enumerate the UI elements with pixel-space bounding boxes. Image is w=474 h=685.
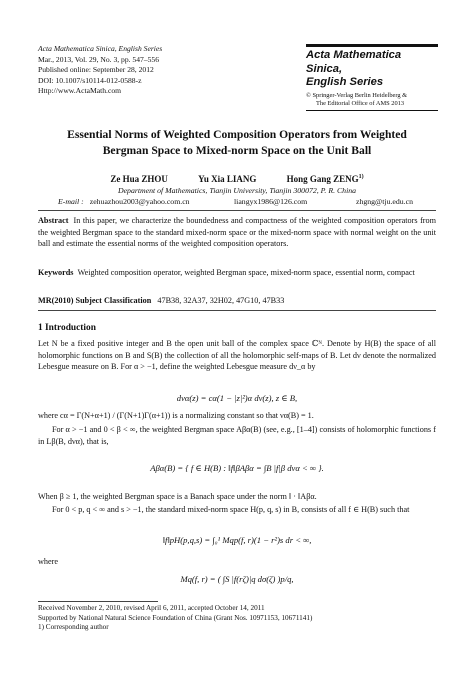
footnotes — [38, 604, 436, 633]
title-line2: Bergman Space to Mixed-norm Space on the Unit Ball — [102, 144, 372, 157]
corresponding-author-note: 1) Corresponding author — [38, 623, 109, 632]
volume-info: Mar., 2013, Vol. 29, No. 3, pp. 547–556 — [38, 54, 160, 64]
affiliation: Department of Mathematics, Tianjin University, Tianjin 300072, P. R. China — [117, 186, 357, 195]
paper-title — [38, 127, 436, 159]
received-dates: Received November 2, 2010, revised April 6, 2011, accepted October 14, 2011 — [38, 604, 265, 612]
publisher-line2: The Editorial Office of AMS 2013 — [316, 99, 405, 107]
author-liang: Yu Xia LIANG — [198, 174, 257, 184]
title-line1: Essential Norms of Weighted Composition Operators from Weighted — [67, 128, 407, 141]
email-zhou: zehuazhou2003@yahoo.com.cn — [89, 197, 190, 206]
equation-mean: Mq(f, r) = ( ∫S |f(rζ)|q dσ(ζ) )p/q, — [180, 574, 294, 584]
journal-box-title-line1: Acta Mathematica Sinica, — [306, 49, 402, 75]
email-line — [38, 197, 436, 206]
keywords-text: Weighted composition operator, weighted Bergman space, mixed-norm space, essential norm, compact — [77, 268, 415, 277]
abstract-top-rule — [38, 210, 436, 211]
msc-codes: 47B38, 32A37, 32H02, 47G10, 47B33 — [157, 296, 285, 305]
abstract-label: Abstract — [38, 216, 69, 225]
footnote-rule — [38, 601, 158, 602]
corresponding-mark: 1) — [358, 174, 364, 180]
email-liang: liangyx1986@126.com — [234, 197, 308, 206]
section-heading-introduction: 1 Introduction — [38, 323, 96, 333]
author-zhou: Ze Hua ZHOU — [110, 174, 168, 184]
where-text: where — [38, 557, 59, 566]
intro-paragraph-2: where cα = Γ(N+α+1) / (Γ(N+1)Γ(α+1)) is a normalizing constant so that να(B) = 1. — [38, 411, 314, 420]
box-bottom-rule — [306, 110, 438, 111]
authors — [38, 174, 436, 184]
website: Http://www.ActaMath.com — [38, 86, 122, 95]
keywords-label: Keywords — [38, 268, 74, 277]
journal-box-title — [306, 49, 438, 90]
published-date: Published online: September 28, 2012 — [38, 65, 154, 74]
abstract — [38, 215, 436, 250]
funding-note: Supported by National Natural Science Foundation of China (Grant Nos. 10971153, 10671141) — [38, 613, 313, 622]
author-zeng-name: Hong Gang ZENG — [286, 174, 359, 184]
msc-label: MR(2010) Subject Classification — [38, 296, 152, 305]
journal-series: Acta Mathematica Sinica, English Series — [38, 44, 163, 53]
intro-paragraph-3: For α > −1 and 0 < β < ∞, the weighted Bergman space Aβα(B) (see, e.g., [1–4]) consists of holomorphic functions f in Lβ(B, dνα), that is, — [38, 425, 436, 446]
intro-paragraph-5: For 0 < p, q < ∞ and s > −1, the standard mixed-norm space H(p, q, s) in B, consists of all f ∈ H(B) such that — [52, 505, 410, 514]
equation-measure: dνα(z) = cα(1 − |z|²)α dν(z), z ∈ B, — [176, 393, 298, 403]
box-top-rule — [306, 44, 438, 47]
intro-paragraph-4: When β ≥ 1, the weighted Bergman space is a Banach space under the norm ‖ · ‖Aβα. — [38, 492, 317, 501]
journal-box-title-line2: English Series — [306, 76, 384, 88]
author-zeng — [287, 174, 364, 184]
publisher-line1: © Springer-Verlag Berlin Heidelberg & — [306, 91, 408, 99]
publisher-info — [306, 92, 438, 108]
abstract-text: In this paper, we characterize the boundedness and compactness of the weighted composition operators from the weighted Bergman space to the standard mixed-norm space or the mixed-norm space with normal weight on the unit ball and estimate the essential norms of the weighted composition operators. — [38, 216, 436, 249]
doi: DOI: 10.1007/s10114-012-0588-z — [38, 75, 142, 85]
journal-logo-box — [306, 44, 438, 111]
keywords — [38, 267, 436, 279]
email-label: E-mail : — [58, 197, 84, 206]
equation-mixed-norm: ‖f‖pH(p,q,s) = ∫₀¹ Mqp(f, r)(1 − r²)s dr < ∞, — [162, 535, 312, 545]
subject-classification — [38, 295, 436, 307]
journal-metadata — [38, 44, 162, 97]
intro-paragraph-1: Let N be a fixed positive integer and B the open unit ball of the complex space ℂᴺ. Denote by H(B) the space of all holomorphic functions on B and S(B) the collection of all the holomorphic self-maps of B. Let dν denote the normalized Lebesgue measure on B. For α > −1, define the weighted Lebesgue measure dν_α by — [38, 339, 436, 372]
equation-bergman-space: Aβα(B) = { f ∈ H(B) : ‖f‖βAβα = ∫B |f|β dνα < ∞ }. — [150, 463, 324, 473]
abstract-bottom-rule — [38, 310, 436, 311]
email-zeng: zhgng@tju.edu.cn — [356, 197, 413, 206]
